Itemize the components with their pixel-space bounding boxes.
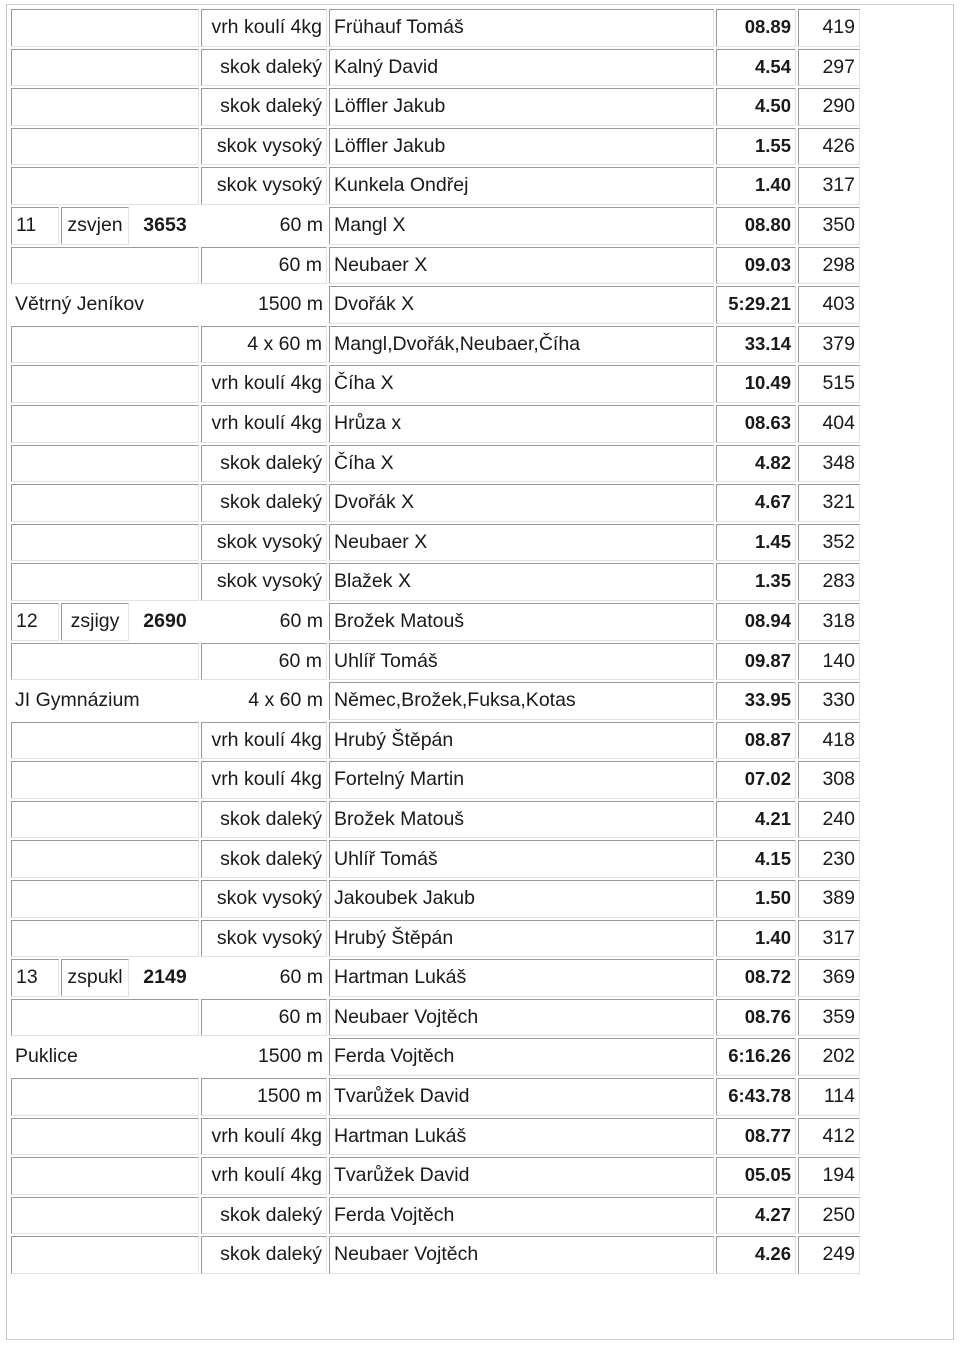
discipline-cell: vrh koulí 4kg [201, 9, 327, 47]
empty-cell [11, 563, 199, 601]
empty-cell [11, 1236, 199, 1274]
performance-main: 1. [754, 570, 771, 592]
performance-cell [716, 167, 796, 205]
empty-cell [11, 880, 199, 918]
points-cell: 515 [798, 365, 860, 403]
athlete-cell: Číha X [329, 445, 714, 483]
performance-cell [716, 761, 796, 799]
discipline-cell: 60 m [201, 643, 327, 681]
performance-cell [716, 1078, 796, 1116]
performance-cell [716, 920, 796, 958]
performance-main: 4. [754, 55, 771, 77]
discipline-cell: 60 m [201, 999, 327, 1037]
discipline-cell: skok vysoký [201, 128, 327, 166]
table-row [11, 286, 860, 324]
points-cell: 348 [798, 445, 860, 483]
performance-cell [716, 1236, 796, 1274]
points-cell: 403 [798, 286, 860, 324]
performance-fraction: 63 [770, 411, 791, 433]
table-row [11, 682, 860, 720]
empty-cell [11, 49, 199, 87]
table-row [11, 840, 860, 878]
performance-main: 4. [754, 1203, 771, 1225]
points-cell: 283 [798, 563, 860, 601]
athlete-cell: Dvořák X [329, 484, 714, 522]
table-row [11, 761, 860, 799]
empty-cell [11, 405, 199, 443]
performance-cell [716, 207, 796, 245]
performance-cell [716, 326, 796, 364]
empty-cell [11, 9, 199, 47]
empty-cell [11, 128, 199, 166]
performance-cell [716, 365, 796, 403]
performance-main: 05. [744, 1164, 771, 1186]
table-row [11, 405, 860, 443]
performance-fraction: 03 [770, 253, 791, 275]
performance-cell [716, 405, 796, 443]
performance-fraction: 50 [770, 887, 791, 909]
team-code: zsvjen [61, 207, 129, 245]
points-cell: 359 [798, 999, 860, 1037]
discipline-cell: 1500 m [201, 1078, 327, 1116]
table-row [11, 128, 860, 166]
athlete-cell: Brožek Matouš [329, 603, 714, 641]
performance-fraction: 26 [770, 1045, 791, 1067]
athlete-cell: Mangl X [329, 207, 714, 245]
team-rank: 11 [11, 207, 59, 245]
athlete-cell: Brožek Matouš [329, 801, 714, 839]
empty-cell [11, 326, 199, 364]
performance-main: 08. [744, 214, 771, 236]
table-row [11, 1236, 860, 1274]
athlete-cell: Mangl,Dvořák,Neubaer,Číha [329, 326, 714, 364]
points-cell: 240 [798, 801, 860, 839]
points-cell: 350 [798, 207, 860, 245]
discipline-cell: 60 m [279, 966, 323, 989]
discipline-cell: skok daleký [201, 88, 327, 126]
athlete-cell: Hartman Lukáš [329, 1118, 714, 1156]
discipline-cell: skok daleký [201, 484, 327, 522]
performance-fraction: 40 [770, 926, 791, 948]
performance-main: 08. [744, 411, 771, 433]
results-table [9, 7, 862, 1276]
table-row [11, 167, 860, 205]
performance-fraction: 82 [770, 451, 791, 473]
performance-main: 08. [744, 16, 771, 38]
points-cell: 404 [798, 405, 860, 443]
performance-cell [716, 1157, 796, 1195]
performance-main: 08. [744, 609, 771, 631]
performance-fraction: 77 [770, 1124, 791, 1146]
discipline-cell: skok vysoký [201, 524, 327, 562]
performance-cell [716, 999, 796, 1037]
performance-fraction: 35 [770, 570, 791, 592]
performance-main: 1. [754, 174, 771, 196]
points-cell: 317 [798, 920, 860, 958]
discipline-cell: vrh koulí 4kg [201, 1118, 327, 1156]
table-row [11, 484, 860, 522]
performance-main: 6:16. [728, 1045, 771, 1067]
performance-fraction: 67 [770, 491, 791, 513]
discipline-cell: skok daleký [201, 801, 327, 839]
empty-cell [11, 722, 199, 760]
performance-cell [716, 801, 796, 839]
performance-main: 4. [754, 847, 771, 869]
table-row [11, 1118, 860, 1156]
performance-fraction: 14 [770, 332, 791, 354]
empty-cell [11, 1197, 199, 1235]
athlete-cell: Kunkela Ondřej [329, 167, 714, 205]
performance-fraction: 49 [770, 372, 791, 394]
performance-cell [716, 88, 796, 126]
points-cell: 140 [798, 643, 860, 681]
table-row [11, 365, 860, 403]
discipline-cell: skok vysoký [201, 920, 327, 958]
athlete-cell: Ferda Vojtěch [329, 1197, 714, 1235]
performance-cell [716, 1038, 796, 1076]
empty-cell [11, 247, 199, 285]
athlete-cell: Hrubý Štěpán [329, 920, 714, 958]
performance-fraction: 94 [770, 609, 791, 631]
discipline-cell: 60 m [201, 247, 327, 285]
table-row [11, 1157, 860, 1195]
points-cell: 317 [798, 167, 860, 205]
performance-main: 4. [754, 807, 771, 829]
performance-cell [716, 128, 796, 166]
points-cell: 379 [798, 326, 860, 364]
performance-fraction: 87 [770, 649, 791, 671]
performance-fraction: 54 [770, 55, 791, 77]
discipline-cell: skok daleký [201, 445, 327, 483]
athlete-cell: Fortelný Martin [329, 761, 714, 799]
points-cell: 418 [798, 722, 860, 760]
performance-fraction: 76 [770, 1005, 791, 1027]
points-cell: 308 [798, 761, 860, 799]
discipline-cell: 60 m [279, 609, 323, 632]
athlete-cell: Ferda Vojtěch [329, 1038, 714, 1076]
points-cell: 412 [798, 1118, 860, 1156]
performance-main: 1. [754, 530, 771, 552]
empty-cell [11, 1157, 199, 1195]
discipline-cell: 4 x 60 m [248, 689, 323, 712]
performance-main: 10. [744, 372, 771, 394]
athlete-cell: Neubaer X [329, 524, 714, 562]
performance-fraction: 26 [770, 1243, 791, 1265]
team-code: zsjigy [61, 603, 129, 641]
table-row [11, 801, 860, 839]
performance-cell [716, 682, 796, 720]
athlete-cell: Neubaer Vojtěch [329, 999, 714, 1037]
table-row [11, 920, 860, 958]
performance-main: 4. [754, 1243, 771, 1265]
performance-cell [716, 1197, 796, 1235]
empty-cell [11, 643, 199, 681]
table-row [11, 1038, 860, 1076]
discipline-cell: vrh koulí 4kg [201, 405, 327, 443]
athlete-cell: Uhlíř Tomáš [329, 643, 714, 681]
discipline-cell: 1500 m [257, 1045, 323, 1068]
performance-main: 09. [744, 253, 771, 275]
empty-cell [11, 365, 199, 403]
discipline-cell: skok vysoký [201, 880, 327, 918]
athlete-cell: Hrůza x [329, 405, 714, 443]
discipline-cell: vrh koulí 4kg [201, 1157, 327, 1195]
team-total-points: 2149 [143, 966, 187, 989]
performance-fraction: 87 [770, 728, 791, 750]
athlete-cell: Hartman Lukáš [329, 959, 714, 997]
performance-main: 4. [754, 95, 771, 117]
empty-cell [11, 840, 199, 878]
empty-cell [11, 801, 199, 839]
performance-fraction: 05 [770, 1164, 791, 1186]
table-row [11, 563, 860, 601]
athlete-cell: Blažek X [329, 563, 714, 601]
team-total-points: 2690 [143, 609, 187, 632]
performance-cell [716, 286, 796, 324]
performance-cell [716, 1118, 796, 1156]
discipline-cell: skok daleký [201, 840, 327, 878]
empty-cell [11, 1078, 199, 1116]
results-container [9, 7, 862, 1276]
performance-main: 08. [744, 966, 771, 988]
points-cell: 194 [798, 1157, 860, 1195]
table-row [11, 445, 860, 483]
points-cell: 330 [798, 682, 860, 720]
points-cell: 249 [798, 1236, 860, 1274]
performance-fraction: 45 [770, 530, 791, 552]
performance-cell [716, 840, 796, 878]
performance-fraction: 21 [770, 293, 791, 315]
performance-main: 1. [754, 887, 771, 909]
performance-cell [716, 9, 796, 47]
points-cell: 250 [798, 1197, 860, 1235]
performance-main: 1. [754, 134, 771, 156]
table-row [11, 88, 860, 126]
performance-cell [716, 603, 796, 641]
performance-fraction: 27 [770, 1203, 791, 1225]
performance-main: 33. [744, 332, 771, 354]
empty-cell [11, 1118, 199, 1156]
team-rank: 12 [11, 603, 59, 641]
table-row [11, 9, 860, 47]
performance-fraction: 89 [770, 16, 791, 38]
performance-fraction: 55 [770, 134, 791, 156]
discipline-cell: 4 x 60 m [201, 326, 327, 364]
discipline-cell: skok daleký [201, 49, 327, 87]
points-cell: 369 [798, 959, 860, 997]
table-row [11, 880, 860, 918]
empty-cell [11, 445, 199, 483]
discipline-cell: vrh koulí 4kg [201, 761, 327, 799]
empty-cell [11, 920, 199, 958]
discipline-cell: skok daleký [201, 1197, 327, 1235]
empty-cell [11, 484, 199, 522]
performance-main: 4. [754, 451, 771, 473]
athlete-cell: Číha X [329, 365, 714, 403]
performance-main: 07. [744, 768, 771, 790]
athlete-cell: Frühauf Tomáš [329, 9, 714, 47]
table-row [11, 524, 860, 562]
performance-fraction: 78 [770, 1085, 791, 1107]
discipline-cell: vrh koulí 4kg [201, 365, 327, 403]
athlete-cell: Kalný David [329, 49, 714, 87]
performance-fraction: 50 [770, 95, 791, 117]
athlete-cell: Neubaer X [329, 247, 714, 285]
performance-cell [716, 643, 796, 681]
discipline-cell: 1500 m [257, 293, 323, 316]
points-cell: 298 [798, 247, 860, 285]
table-row [11, 207, 860, 245]
performance-main: 6:43. [728, 1085, 771, 1107]
school-name: Větrný Jeníkov [15, 293, 144, 316]
table-row [11, 999, 860, 1037]
empty-cell [11, 167, 199, 205]
performance-main: 5:29. [728, 293, 771, 315]
discipline-cell: skok vysoký [201, 563, 327, 601]
performance-cell [716, 445, 796, 483]
performance-cell [716, 959, 796, 997]
school-name: Puklice [15, 1045, 78, 1068]
school-name: JI Gymnázium [15, 689, 140, 712]
performance-cell [716, 722, 796, 760]
points-cell: 114 [798, 1078, 860, 1116]
points-cell: 389 [798, 880, 860, 918]
performance-main: 08. [744, 1005, 771, 1027]
points-cell: 202 [798, 1038, 860, 1076]
points-cell: 230 [798, 840, 860, 878]
empty-cell [11, 999, 199, 1037]
performance-cell [716, 880, 796, 918]
discipline-cell: skok vysoký [201, 167, 327, 205]
performance-cell [716, 484, 796, 522]
results-body [11, 9, 860, 1274]
points-cell: 352 [798, 524, 860, 562]
table-row [11, 722, 860, 760]
table-row [11, 247, 860, 285]
table-row [11, 1197, 860, 1235]
athlete-cell: Jakoubek Jakub [329, 880, 714, 918]
table-row [11, 959, 860, 997]
performance-fraction: 80 [770, 214, 791, 236]
points-cell: 297 [798, 49, 860, 87]
performance-main: 09. [744, 649, 771, 671]
table-row [11, 326, 860, 364]
athlete-cell: Uhlíř Tomáš [329, 840, 714, 878]
performance-fraction: 15 [770, 847, 791, 869]
empty-cell [11, 524, 199, 562]
team-rank: 13 [11, 959, 59, 997]
team-code: zspukl [61, 959, 129, 997]
athlete-cell: Hrubý Štěpán [329, 722, 714, 760]
discipline-cell: 60 m [279, 214, 323, 237]
points-cell: 318 [798, 603, 860, 641]
table-row [11, 603, 860, 641]
athlete-cell: Löffler Jakub [329, 88, 714, 126]
athlete-cell: Neubaer Vojtěch [329, 1236, 714, 1274]
performance-fraction: 02 [770, 768, 791, 790]
points-cell: 321 [798, 484, 860, 522]
table-row [11, 1078, 860, 1116]
team-total-points: 3653 [143, 214, 187, 237]
performance-main: 08. [744, 1124, 771, 1146]
athlete-cell: Němec,Brožek,Fuksa,Kotas [329, 682, 714, 720]
empty-cell [11, 88, 199, 126]
discipline-cell: vrh koulí 4kg [201, 722, 327, 760]
athlete-cell: Tvarůžek David [329, 1078, 714, 1116]
performance-cell [716, 49, 796, 87]
performance-cell [716, 524, 796, 562]
points-cell: 426 [798, 128, 860, 166]
performance-main: 4. [754, 491, 771, 513]
performance-fraction: 21 [770, 807, 791, 829]
performance-main: 08. [744, 728, 771, 750]
table-row [11, 49, 860, 87]
empty-cell [11, 761, 199, 799]
points-cell: 290 [798, 88, 860, 126]
discipline-cell: skok daleký [201, 1236, 327, 1274]
performance-cell [716, 563, 796, 601]
performance-fraction: 95 [770, 689, 791, 711]
athlete-cell: Dvořák X [329, 286, 714, 324]
performance-main: 33. [744, 689, 771, 711]
athlete-cell: Tvarůžek David [329, 1157, 714, 1195]
performance-cell [716, 247, 796, 285]
table-row [11, 643, 860, 681]
performance-fraction: 40 [770, 174, 791, 196]
performance-fraction: 72 [770, 966, 791, 988]
points-cell: 419 [798, 9, 860, 47]
athlete-cell: Löffler Jakub [329, 128, 714, 166]
performance-main: 1. [754, 926, 771, 948]
